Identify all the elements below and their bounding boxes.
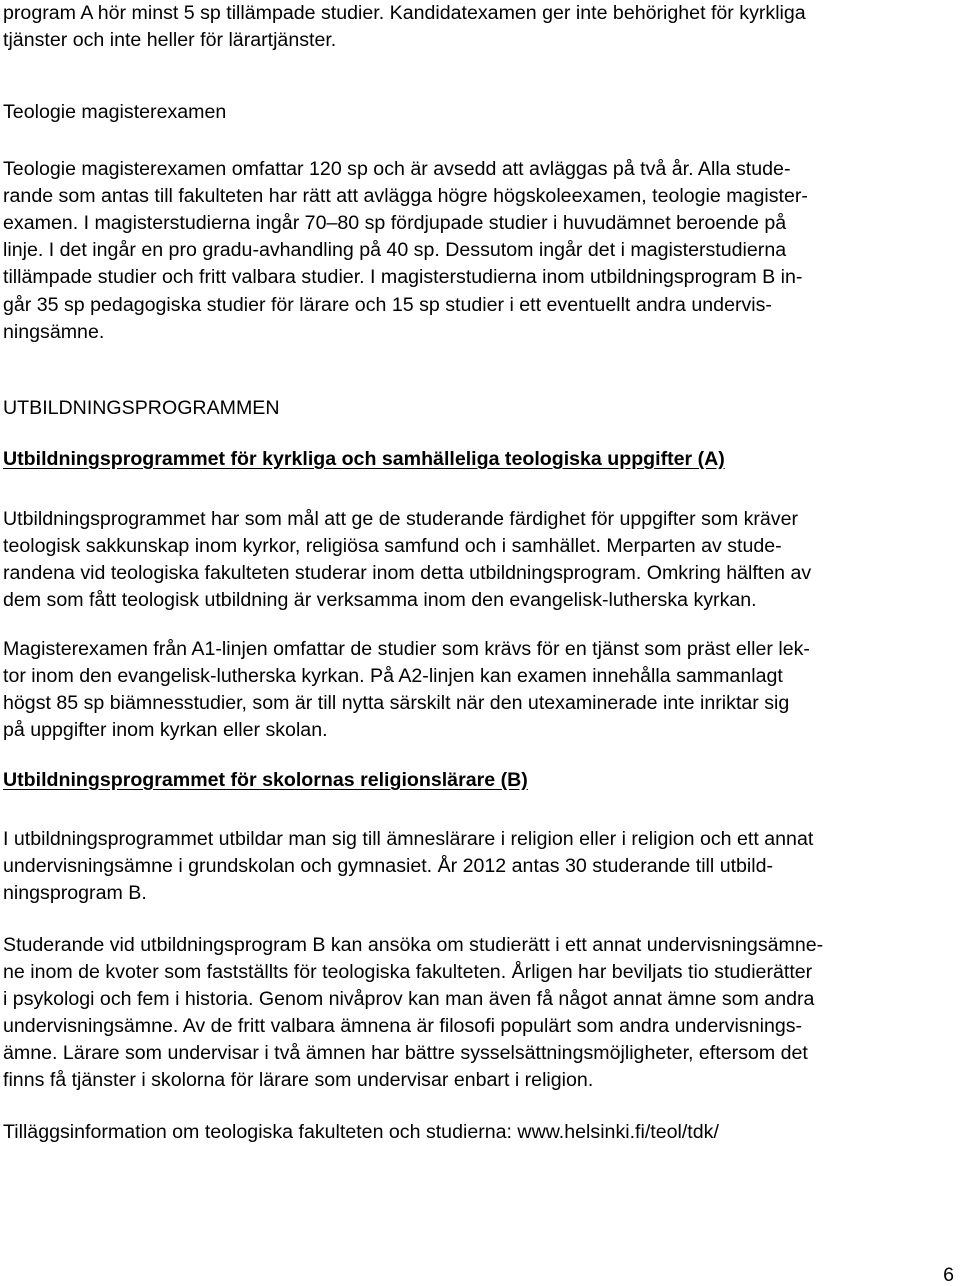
program-b-p1-line: I utbildningsprogrammet utbildar man sig till ämneslärare i religion eller i religion och ett annat bbox=[3, 828, 814, 850]
program-b-heading: Utbildningsprogrammet för skolornas religionslärare (B) bbox=[3, 769, 528, 791]
masters-line: tillämpade studier och fritt valbara studier. I magisterstudierna inom utbildningsprogram B in- bbox=[3, 266, 803, 288]
program-b-p1-line: undervisningsämne i grundskolan och gymnasiet. År 2012 antas 30 studerande till utbild- bbox=[3, 855, 774, 877]
program-b-p2-line: undervisningsämne. Av de fritt valbara ämnena är filosofi populärt som andra undervisnings- bbox=[3, 1015, 803, 1037]
program-a-p1-line: teologisk sakkunskap inom kyrkor, religiösa samfund och i samhället. Merparten av stude- bbox=[3, 535, 782, 557]
program-b-p2-line: Studerande vid utbildningsprogram B kan ansöka om studierätt i ett annat undervisningsämne- bbox=[3, 934, 824, 956]
programs-heading: UTBILDNINGSPROGRAMMEN bbox=[3, 397, 280, 419]
program-a-p2-line: på uppgifter inom kyrkan eller skolan. bbox=[3, 719, 328, 741]
additional-info-line: Tilläggsinformation om teologiska fakulteten och studierna: www.helsinki.fi/teol/tdk/ bbox=[3, 1121, 719, 1143]
program-a-p2-line: tor inom den evangelisk-lutherska kyrkan. På A2-linjen kan examen innehålla sammanlagt bbox=[3, 665, 783, 687]
intro-line: program A hör minst 5 sp tillämpade studier. Kandidatexamen ger inte behörighet för kyrkliga bbox=[3, 2, 806, 24]
intro-line: tjänster och inte heller för lärartjänster. bbox=[3, 29, 337, 51]
program-a-p1-line: dem som fått teologisk utbildning är verksamma inom den evangelisk-lutherska kyrkan. bbox=[3, 589, 757, 611]
program-a-p2-line: Magisterexamen från A1-linjen omfattar de studier som krävs för en tjänst som präst eller lek- bbox=[3, 638, 810, 660]
program-a-p1-line: randena vid teologiska fakulteten studerar inom detta utbildningsprogram. Omkring hälften av bbox=[3, 562, 812, 584]
masters-line: ningsämne. bbox=[3, 321, 105, 343]
masters-line: linje. I det ingår en pro gradu-avhandling på 40 sp. Dessutom ingår det i magisterstudierna bbox=[3, 239, 787, 261]
masters-line: går 35 sp pedagogiska studier för lärare och 15 sp studier i ett eventuellt andra undervis- bbox=[3, 294, 772, 316]
program-a-p1-line: Utbildningsprogrammet har som mål att ge de studerande färdighet för uppgifter som kräver bbox=[3, 508, 799, 530]
masters-line: Teologie magisterexamen omfattar 120 sp och är avsedd att avläggas på två år. Alla stude- bbox=[3, 158, 791, 180]
masters-line: examen. I magisterstudierna ingår 70–80 sp fördjupade studier i huvudämnet beroende på bbox=[3, 212, 787, 234]
program-b-p2-line: ämne. Lärare som undervisar i två ämnen har bättre sysselsättningsmöjligheter, eftersom det bbox=[3, 1042, 808, 1064]
masters-line: rande som antas till fakulteten har rätt att avlägga högre högskoleexamen, teologie magister- bbox=[3, 185, 808, 207]
program-b-p2-line: finns få tjänster i skolorna för lärare som undervisar enbart i religion. bbox=[3, 1069, 594, 1091]
page-number: 6 bbox=[943, 1264, 954, 1286]
program-b-p2-line: i psykologi och fem i historia. Genom nivåprov kan man även få något annat ämne som andra bbox=[3, 988, 815, 1010]
section-heading-masters: Teologie magisterexamen bbox=[3, 101, 227, 123]
program-b-p2-line: ne inom de kvoter som fastställts för teologiska fakulteten. Årligen har beviljats tio studierätter bbox=[3, 961, 813, 983]
program-b-p1-line: ningsprogram B. bbox=[3, 882, 147, 904]
program-a-p2-line: högst 85 sp biämnesstudier, som är till nytta särskilt när den utexaminerade inte inriktar sig bbox=[3, 692, 790, 714]
program-a-heading: Utbildningsprogrammet för kyrkliga och samhälleliga teologiska uppgifter (A) bbox=[3, 448, 725, 470]
